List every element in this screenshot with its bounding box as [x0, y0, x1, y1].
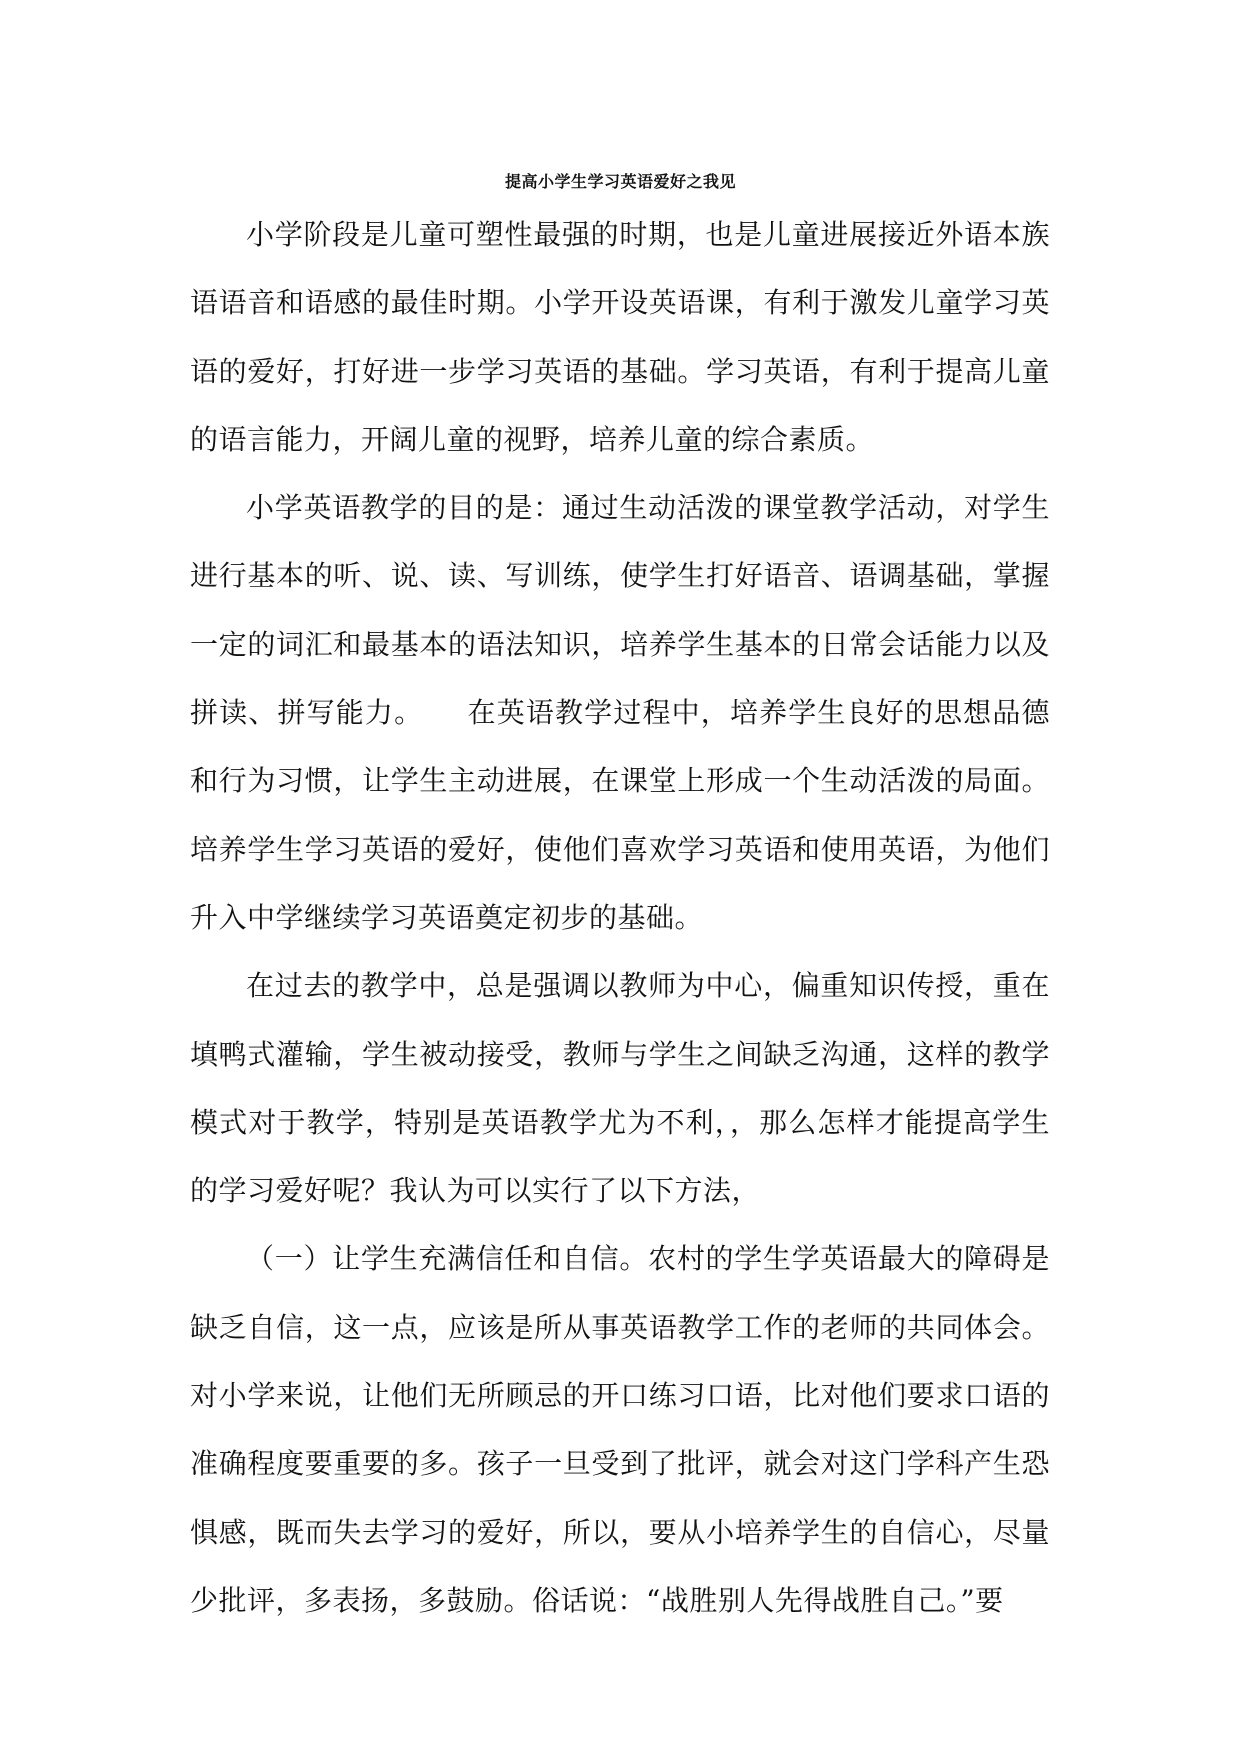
document-body — [190, 201, 1050, 1635]
document-title: 提高小学生学习英语爱好之我见 — [504, 172, 736, 191]
paragraph: 在过去的教学中，总是强调以教师为中心，偏重知识传授，重在填鸭式灌输，学生被动接受，教师与学生之间缺乏沟通，这样的教学模式对于教学，特别是英语教学尤为不利，，那么怎样才能提高学生的学习爱好呢？我认为可以实行了以下方法， — [190, 969, 1050, 1208]
paragraph: 小学阶段是儿童可塑性最强的时期，也是儿童进展接近外语本族语语音和语感的最佳时期。小学开设英语课，有利于激发儿童学习英语的爱好，打好进一步学习英语的基础。学习英语，有利于提高儿童的语言能力，开阔儿童的视野，培养儿童的综合素质。 — [190, 218, 1050, 456]
paragraph: 小学英语教学的目的是：通过生动活泼的课堂教学活动，对学生进行基本的听、说、读、写训练，使学生打好语音、语调基础，掌握一定的词汇和最基本的语法知识，培养学生基本的日常会话能力以及拼读、拼写能力。 在英语教学过程中，培养学生良好的思想品德和行为习惯，让学生主动进展，在课堂上形成一个生动活泼的局面。培养学生学习英语的爱好，使他们喜欢学习英语和使用英语，为他们升入中学继续学习英语奠定初步的基础。 — [190, 491, 1050, 934]
paragraph: （一）让学生充满信任和自信。农村的学生学英语最大的障碍是缺乏自信，这一点，应该是所从事英语教学工作的老师的共同体会。对小学来说，让他们无所顾忌的开口练习口语，比对他们要求口语的准确程度要重要的多。孩子一旦受到了批评，就会对这门学科产生恐惧感，既而失去学习的爱好，所以，要从小培养学生的自信心，尽量少批评，多表扬，多鼓励。俗话说：“战胜别人先得战胜自己。”要 — [190, 1242, 1050, 1617]
